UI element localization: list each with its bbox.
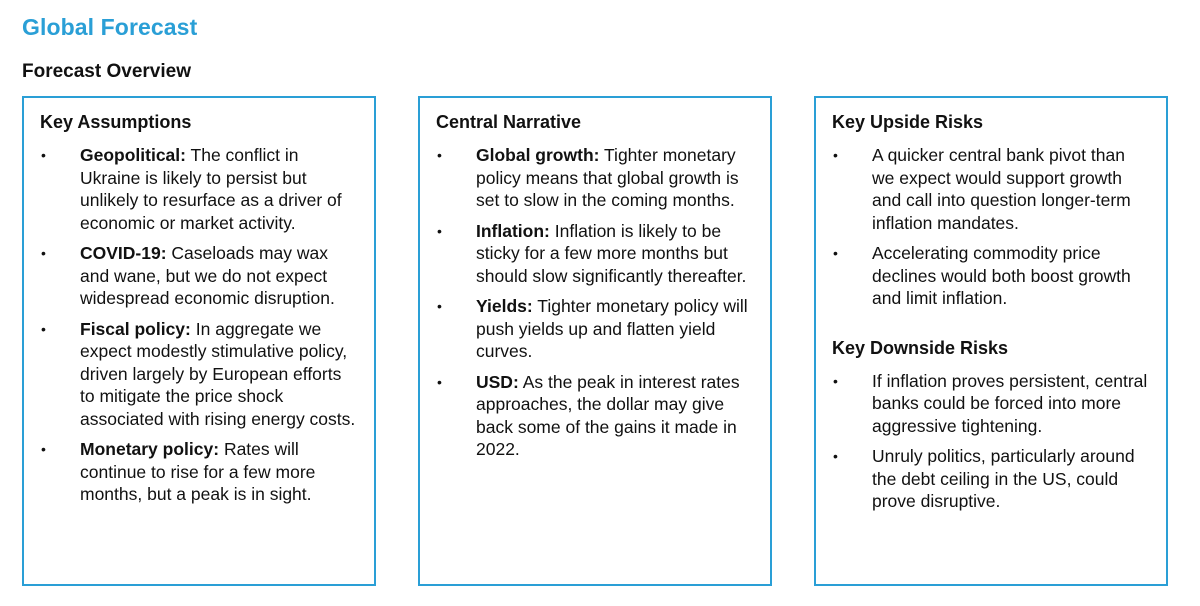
bullet-icon: • [437, 222, 442, 239]
item-term: USD: [476, 371, 519, 392]
item-text: Inflation is likely to be sticky for a few more months but should slow significantly thereafter. [476, 220, 747, 286]
key-assumptions-heading: Key Assumptions [40, 112, 192, 132]
item-text: As the peak in interest rates approaches, the dollar may give back some of the gains it made in 2022. [476, 371, 740, 459]
item-text: Accelerating commodity price declines would both boost growth and limit inflation. [872, 243, 1131, 308]
central-narrative-panel [418, 96, 772, 586]
item-text: In aggregate we expect modestly stimulative policy, driven largely by European efforts to mitigate the price shock associated with rising energy costs. [80, 318, 356, 429]
upside-risks-heading: Key Upside Risks [832, 112, 984, 132]
item-text: A quicker central bank pivot than we expect would support growth and call into question longer-term inflation mandates. [872, 145, 1131, 233]
bullet-icon: • [833, 147, 838, 163]
list-item [436, 295, 756, 363]
downside-risks-heading: Key Downside Risks [832, 337, 1009, 358]
central-narrative-list [436, 144, 756, 461]
item-text: Caseloads may wax and wane, but we do not expect widespread economic disruption. [80, 243, 335, 308]
list-item [40, 242, 360, 310]
downside-risks-list [832, 370, 1152, 513]
list-item [832, 242, 1152, 310]
list-item [40, 438, 360, 506]
bullet-icon: • [41, 441, 46, 457]
bullet-icon: • [41, 320, 46, 337]
bullet-icon: • [833, 448, 838, 464]
item-term: Fiscal policy: [80, 318, 191, 339]
bullet-icon: • [41, 147, 46, 163]
bullet-icon: • [437, 147, 442, 163]
bullet-icon: • [833, 245, 838, 261]
bullet-icon: • [833, 372, 838, 389]
upside-risks-list [832, 144, 1152, 310]
list-item [436, 144, 756, 212]
key-assumptions-panel [22, 96, 376, 586]
item-term: Inflation: [476, 220, 550, 241]
key-assumptions-list [40, 144, 360, 506]
central-narrative-heading: Central Narrative [436, 112, 582, 132]
item-term: Yields: [476, 296, 533, 316]
list-item [40, 318, 360, 431]
item-text: Tighter monetary policy will push yields up and flatten yield curves. [476, 296, 748, 361]
item-text: Tighter monetary policy means that global growth is set to slow in the coming months. [476, 145, 739, 210]
item-term: Geopolitical: [80, 145, 186, 165]
item-text: Rates will continue to rise for a few more months, but a peak is in sight. [80, 439, 316, 504]
item-text: If inflation proves persistent, central banks could be forced into more aggressive tightening. [872, 370, 1148, 436]
item-term: COVID-19: [80, 243, 167, 263]
bullet-icon: • [437, 298, 442, 314]
item-text: Unruly politics, particularly around the debt ceiling in the US, could prove disruptive. [872, 446, 1135, 511]
bullet-icon: • [41, 245, 46, 261]
section-title: Forecast Overview [22, 61, 191, 82]
list-item [436, 220, 756, 288]
list-item [832, 445, 1152, 513]
risks-panel [814, 96, 1168, 586]
bullet-icon: • [437, 373, 442, 390]
list-item [832, 144, 1152, 234]
page-title: Global Forecast [22, 14, 198, 40]
item-text: The conflict in Ukraine is likely to persist but unlikely to resurface as a driver of economic or market activity. [80, 145, 342, 233]
item-term: Monetary policy: [80, 439, 220, 459]
list-item [436, 371, 756, 461]
list-item [40, 144, 360, 234]
item-term: Global growth: [476, 145, 600, 165]
list-item [832, 370, 1152, 438]
